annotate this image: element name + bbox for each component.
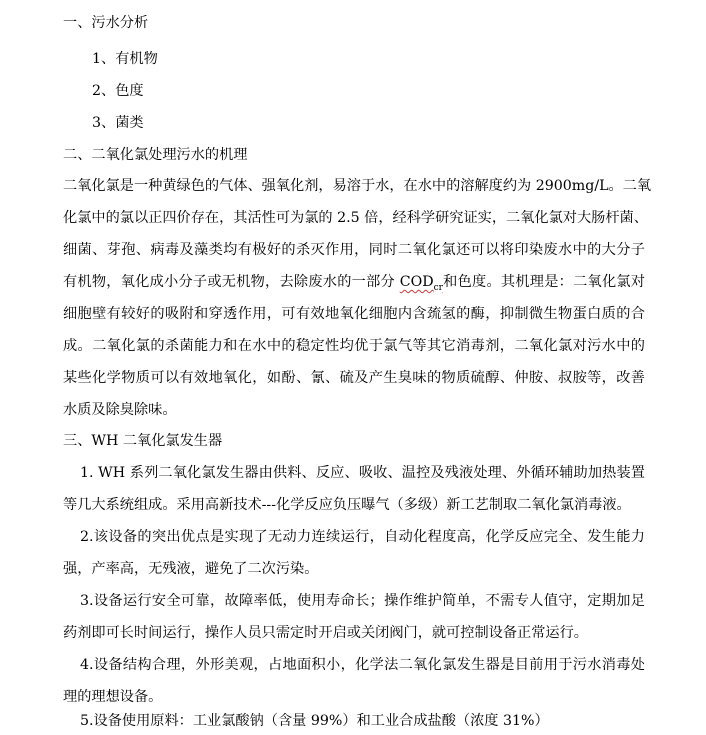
paragraph-line: 成。二氧化氯的杀菌能力和在水中的稳定性均优于氯气等其它消毒剂，二氧化氯对污水中的: [63, 338, 645, 354]
paragraph-line: 5.设备使用原料：工业氯酸钠（含量 99%）和工业合成盐酸（浓度 31%）: [80, 713, 549, 729]
paragraph-line: 4.设备结构合理，外形美观，占地面积小，化学法二氧化氯发生器是目前用于污水消毒处: [80, 657, 645, 673]
section-heading-3: 三、WH 二氧化氯发生器: [63, 433, 223, 449]
paragraph-line: 细菌、芽孢、病毒及藻类均有极好的杀灭作用，同时二氧化氯还可以将印染废水中的大分子: [63, 242, 645, 258]
paragraph-line: [63, 272, 645, 298]
section-heading-2: 二、二氧化氯处理污水的机理: [63, 147, 248, 163]
paragraph-text: 和色度。其机理是：二氧化氯对: [442, 274, 645, 290]
paragraph-line: 水质及除臭除味。: [63, 402, 177, 418]
paragraph-line: 化氯中的氯以正四价存在，其活性可为氯的 2.5 倍，经科学研究证实，二氧化氯对大肠杆菌、: [63, 210, 648, 226]
paragraph-line: 某些化学物质可以有效地氧化，如酚、氰、硫及产生臭味的物质硫醇、仲胺、叔胺等，改善: [63, 370, 645, 386]
cod-term: $COD_{cr}$: [399, 274, 443, 293]
list-item: 2、色度: [92, 83, 144, 99]
paragraph-line: 药剂即可长时间运行，操作人员只需定时开启或关闭阀门，就可控制设备正常运行。: [63, 625, 588, 641]
paragraph-line: 二氧化氯是一种黄绿色的气体、强氧化剂，易溶于水，在水中的溶解度约为 2900mg/L。二氧: [63, 178, 652, 194]
paragraph-line: 1. WH 系列二氧化氯发生器由供料、反应、吸收、温控及残液处理、外循环辅助加热装置: [80, 465, 645, 481]
paragraph-line: 等几大系统组成。采用高新技术---化学反应负压曝气（多级）新工艺制取二氧化氯消毒液。: [63, 497, 631, 513]
paragraph-line: 理的理想设备。: [63, 689, 163, 705]
paragraph-text: 有机物，氧化成小分子或无机物，去除废水的一部分: [63, 274, 400, 290]
paragraph-line: 细胞壁有较好的吸附和穿透作用，可有效地氧化细胞内含巯氢的酶，抑制微生物蛋白质的合: [63, 306, 645, 322]
list-item: 1、有机物: [92, 51, 158, 67]
section-heading-1: 一、污水分析: [63, 15, 149, 31]
paragraph-line: 2.该设备的突出优点是实现了无动力连续运行，自动化程度高，化学反应完全、发生能力: [80, 529, 645, 545]
paragraph-line: 强，产率高，无残液，避免了二次污染。: [63, 561, 319, 577]
paragraph-line: 3.设备运行安全可靠，故障率低，使用寿命长；操作维护简单，不需专人值守，定期加足: [80, 593, 645, 609]
list-item: 3、菌类: [92, 115, 144, 131]
